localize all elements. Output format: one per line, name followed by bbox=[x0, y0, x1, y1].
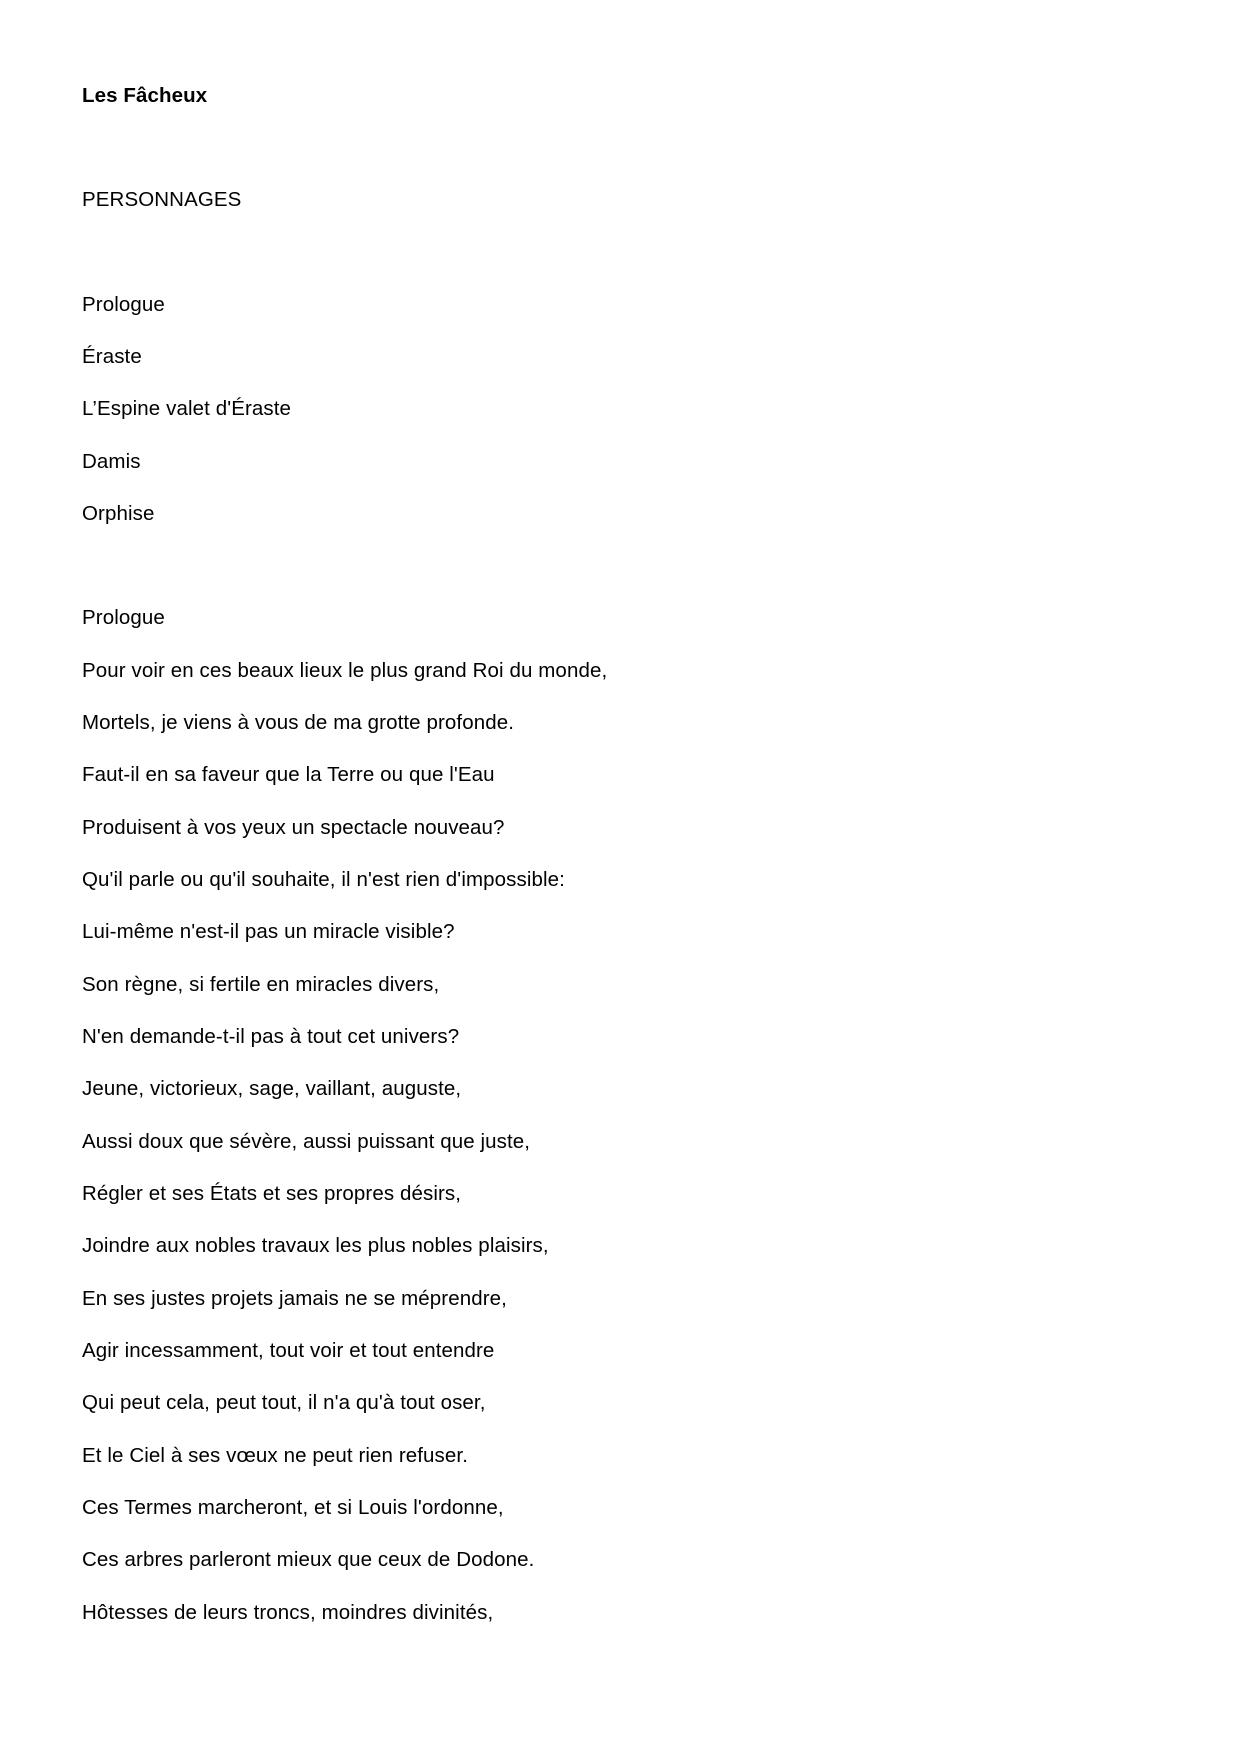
verse-line: Agir incessamment, tout voir et tout entendre bbox=[82, 1339, 495, 1362]
characters-heading: PERSONNAGES bbox=[82, 188, 242, 211]
verse-line: Ces Termes marcheront, et si Louis l'ordonne, bbox=[82, 1496, 504, 1519]
verse-line: Son règne, si fertile en miracles divers, bbox=[82, 973, 440, 996]
verse-line: Lui-même n'est-il pas un miracle visible? bbox=[82, 920, 455, 943]
verse-line: Joindre aux nobles travaux les plus nobles plaisirs, bbox=[82, 1234, 549, 1257]
verse-line: Qui peut cela, peut tout, il n'a qu'à tout oser, bbox=[82, 1391, 486, 1414]
verse-line: Hôtesses de leurs troncs, moindres divinités, bbox=[82, 1601, 494, 1624]
prologue-heading: Prologue bbox=[82, 606, 165, 629]
character-item: Damis bbox=[82, 450, 141, 473]
verse-line: N'en demande-t-il pas à tout cet univers? bbox=[82, 1025, 460, 1048]
verse-line: Produisent à vos yeux un spectacle nouveau? bbox=[82, 816, 505, 839]
verse-line: Ces arbres parleront mieux que ceux de Dodone. bbox=[82, 1548, 535, 1571]
verse-line: Jeune, victorieux, sage, vaillant, auguste, bbox=[82, 1077, 462, 1100]
character-item: L’Espine valet d'Éraste bbox=[82, 397, 292, 420]
verse-line: Mortels, je viens à vous de ma grotte profonde. bbox=[82, 711, 515, 734]
character-item: Prologue bbox=[82, 293, 165, 316]
verse-line: En ses justes projets jamais ne se méprendre, bbox=[82, 1287, 507, 1310]
verse-line: Aussi doux que sévère, aussi puissant que juste, bbox=[82, 1130, 531, 1153]
verse-line: Pour voir en ces beaux lieux le plus grand Roi du monde, bbox=[82, 659, 608, 682]
character-item: Orphise bbox=[82, 502, 155, 525]
verse-line: Et le Ciel à ses vœux ne peut rien refuser. bbox=[82, 1444, 469, 1467]
verse-line: Qu'il parle ou qu'il souhaite, il n'est rien d'impossible: bbox=[82, 868, 565, 891]
verse-line: Régler et ses États et ses propres désirs, bbox=[82, 1182, 462, 1205]
document-title: Les Fâcheux bbox=[82, 84, 208, 107]
character-item: Éraste bbox=[82, 345, 142, 368]
verse-line: Faut-il en sa faveur que la Terre ou que l'Eau bbox=[82, 763, 495, 786]
